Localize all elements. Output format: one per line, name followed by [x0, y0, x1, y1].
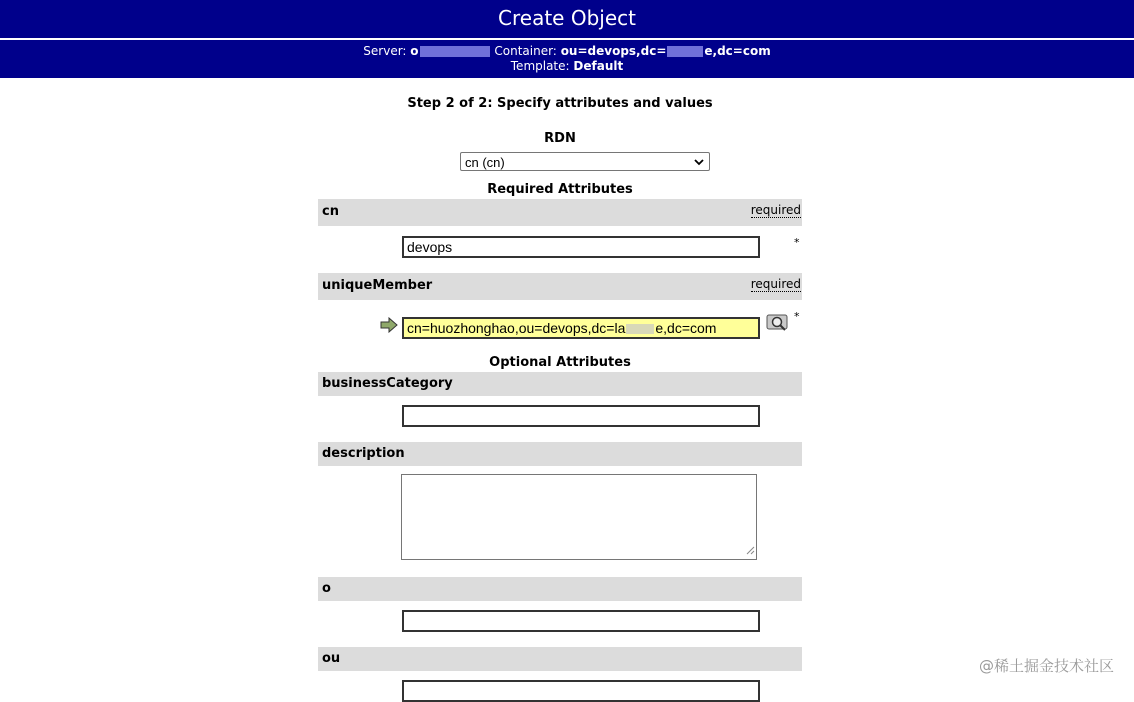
rdn-label: RDN [544, 131, 576, 146]
redacted-block [420, 46, 490, 57]
template-value: Default [573, 59, 624, 73]
uniquemember-value-end: e,dc=com [655, 320, 717, 336]
ou-input[interactable] [402, 680, 760, 702]
attr-header-businesscategory [318, 372, 802, 396]
attr-header-description [318, 442, 802, 466]
required-badge: required [750, 277, 801, 291]
cn-input[interactable]: devops [402, 236, 760, 258]
attr-header-uniquemember [318, 273, 802, 300]
arrow-right-icon [380, 317, 398, 333]
required-attributes-title: Required Attributes [487, 182, 633, 197]
server-label: Server: [363, 44, 407, 58]
server-container-line [0, 44, 1134, 59]
watermark: @稀土掘金技术社区 [978, 657, 1114, 675]
container-value-start: ou=devops,dc= [560, 44, 667, 58]
required-badge: required [750, 203, 801, 217]
page-title-bar [0, 0, 1134, 38]
step-title: Step 2 of 2: Specify attributes and values [407, 96, 713, 111]
businesscategory-input[interactable] [402, 405, 760, 427]
template-line [0, 59, 1134, 74]
server-value: o [410, 44, 419, 58]
resize-grip-icon[interactable] [746, 546, 755, 558]
attr-name: description [322, 446, 405, 461]
attr-header-cn [318, 199, 802, 226]
lookup-icon[interactable] [766, 312, 790, 332]
uniquemember-value: cn=huozhonghao,ou=devops,dc=la [407, 320, 626, 336]
attr-name: businessCategory [322, 376, 453, 391]
template-label: Template: [510, 59, 570, 73]
description-textarea[interactable] [401, 474, 757, 560]
rdn-selected-value: cn (cn) [465, 155, 505, 170]
required-marker: * [794, 310, 800, 323]
attr-header-ou [318, 647, 802, 671]
attr-name: o [322, 581, 331, 596]
attr-name: uniqueMember [322, 278, 433, 293]
redacted-block [626, 324, 654, 334]
uniquemember-input[interactable] [402, 317, 760, 339]
attr-header-o [318, 577, 802, 601]
optional-attributes-title: Optional Attributes [489, 355, 631, 370]
container-value-end: e,dc=com [704, 44, 771, 58]
container-label: Container: [494, 44, 557, 58]
o-input[interactable] [402, 610, 760, 632]
object-info-bar [0, 40, 1134, 78]
attr-name: ou [322, 651, 341, 666]
attr-name: cn [322, 204, 339, 219]
page-title: Create Object [498, 6, 636, 30]
required-marker: * [794, 236, 800, 249]
rdn-select[interactable] [460, 152, 710, 171]
redacted-block [667, 46, 703, 57]
chevron-down-icon [694, 153, 704, 179]
